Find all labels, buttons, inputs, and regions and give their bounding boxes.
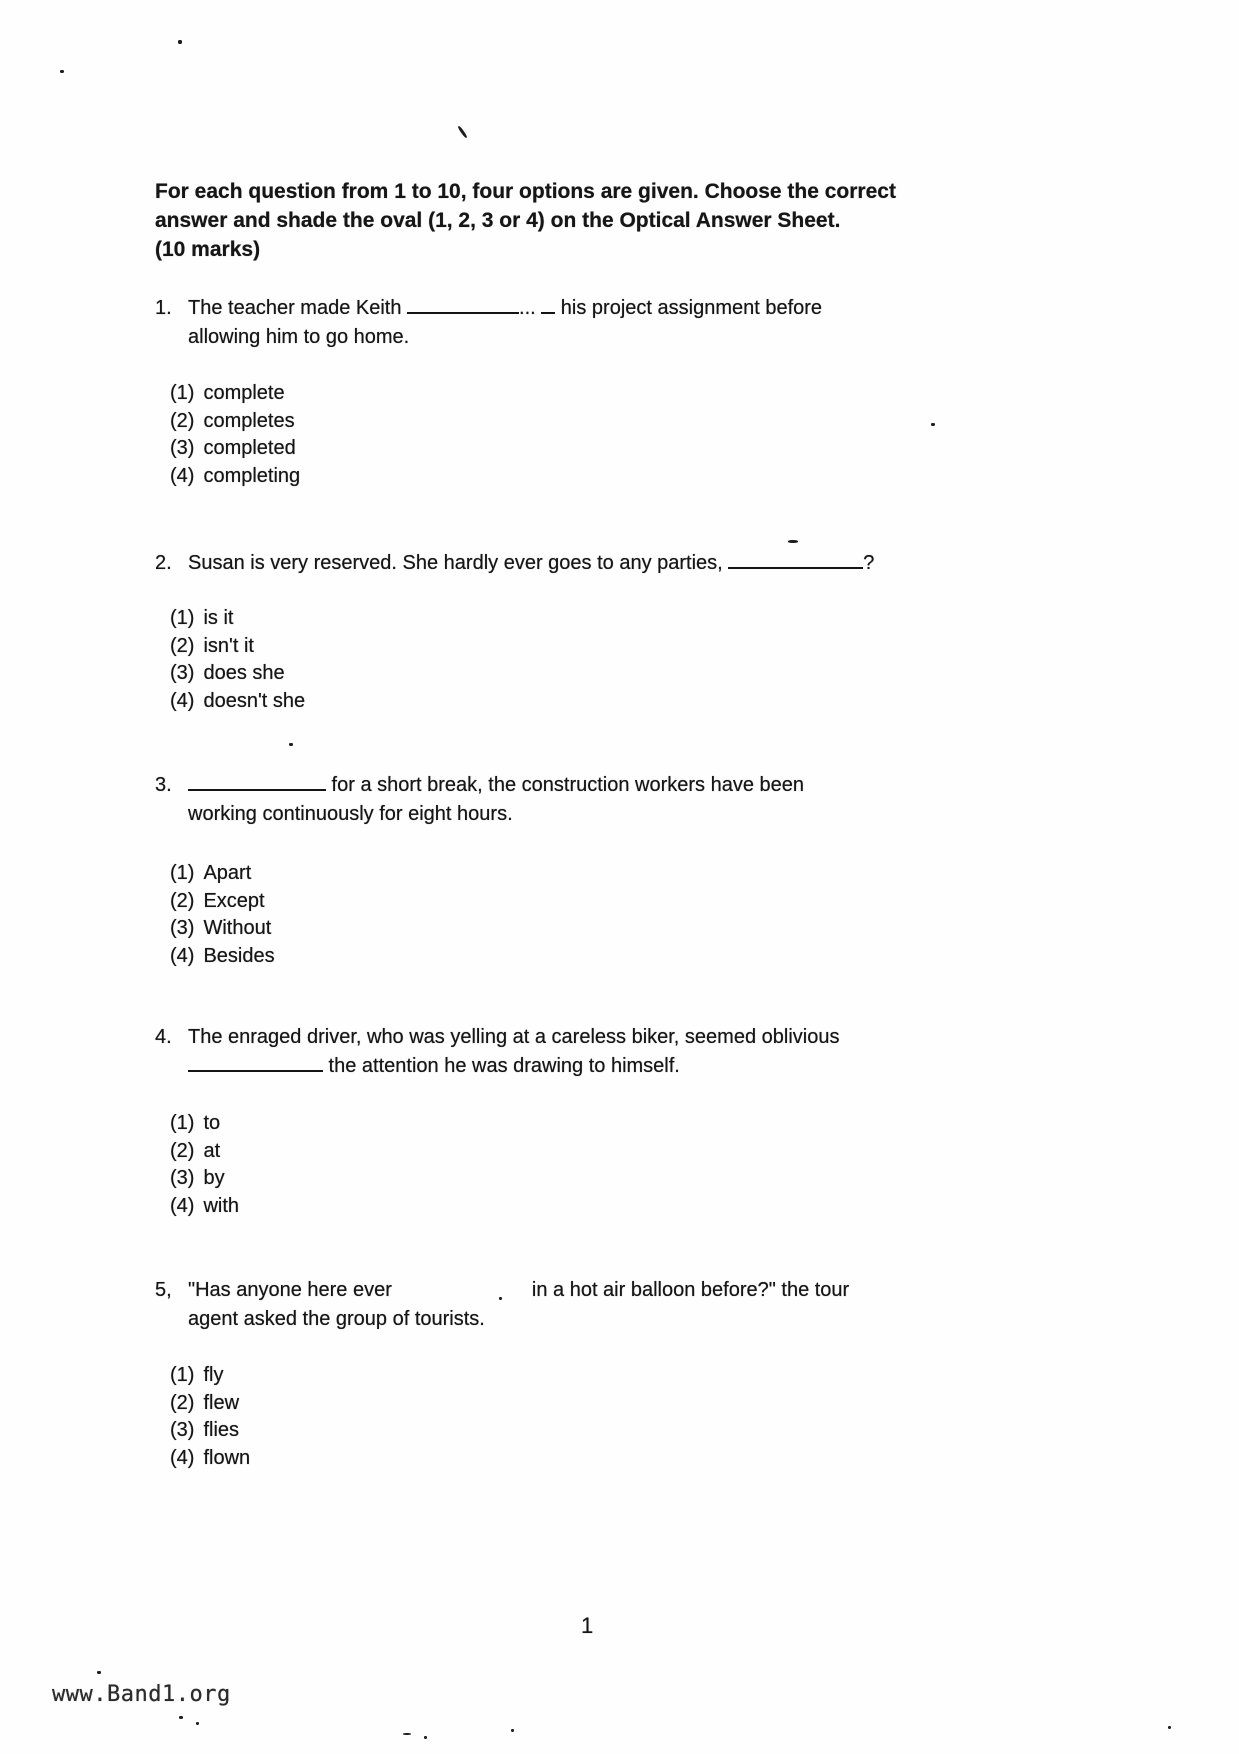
option-text: with: [203, 1194, 240, 1217]
scan-speck: [178, 40, 182, 44]
option-row: [170, 463, 300, 491]
stem-text: The enraged driver, who was yelling at a careless biker, seemed oblivious: [188, 1026, 840, 1048]
option-row: [170, 688, 305, 716]
answer-blank: [541, 296, 555, 314]
option-row: [170, 435, 300, 463]
option-label: (3): [170, 1419, 195, 1441]
option-label: (4): [170, 944, 195, 967]
option-text: doesn't she: [203, 689, 306, 712]
option-text: complete: [203, 382, 285, 404]
option-label: (4): [170, 1446, 195, 1469]
option-row: [170, 1110, 239, 1138]
option-row: [170, 660, 305, 688]
option-label: (1): [170, 862, 195, 884]
question-stem: [188, 294, 822, 352]
option-label: (4): [170, 1194, 195, 1217]
question-number: 2.: [155, 552, 172, 574]
scan-speck: [60, 70, 64, 73]
option-text: completing: [203, 464, 301, 487]
option-text: does she: [203, 662, 285, 684]
scan-speck: [457, 125, 467, 138]
option-text: Besides: [203, 944, 275, 967]
question-number: 5,: [155, 1279, 172, 1301]
stem-text: "Has anyone here ever: [188, 1279, 392, 1301]
option-row: [170, 1390, 250, 1418]
option-row: [170, 380, 300, 408]
question-number: 3.: [155, 774, 172, 796]
option-row: [170, 408, 300, 436]
option-label: (4): [170, 464, 195, 487]
instructions-block: [155, 177, 935, 264]
option-row: [170, 1138, 239, 1166]
answer-blank: [728, 551, 863, 569]
option-text: is it: [203, 607, 234, 629]
option-label: (1): [170, 382, 195, 404]
option-row: [170, 1165, 239, 1193]
option-text: at: [203, 1139, 221, 1162]
option-label: (3): [170, 437, 195, 459]
option-text: flies: [203, 1419, 240, 1441]
option-row: [170, 1445, 250, 1473]
scan-speck: [179, 1716, 183, 1719]
question-stem: [188, 771, 804, 829]
options-list: [170, 1362, 250, 1472]
instructions-line: For each question from 1 to 10, four options are given. Choose the correct: [155, 180, 896, 203]
option-label: (2): [170, 634, 195, 657]
option-text: fly: [203, 1364, 224, 1386]
scan-speck: [511, 1729, 514, 1732]
option-label: (3): [170, 662, 195, 684]
question-2: [155, 549, 874, 578]
watermark: www.Band1.org: [52, 1682, 231, 1707]
option-text: isn't it: [203, 634, 254, 657]
options-list: [170, 860, 275, 970]
option-text: Without: [203, 917, 272, 939]
option-text: completed: [203, 437, 296, 459]
question-stem: [188, 1023, 839, 1081]
stem-text: ?: [863, 552, 875, 574]
option-row: [170, 1362, 250, 1390]
scan-speck: [788, 540, 798, 543]
scan-speck: [1168, 1726, 1171, 1729]
scan-speck: [403, 1733, 411, 1735]
stem-text: Susan is very reserved. She hardly ever goes to any parties,: [188, 552, 729, 574]
option-label: (1): [170, 1112, 195, 1134]
option-label: (2): [170, 409, 195, 432]
question-3: [155, 771, 804, 829]
instructions-line: answer and shade the oval (1, 2, 3 or 4) on the Optical Answer Sheet.: [155, 209, 841, 232]
options-list: [170, 380, 300, 490]
stem-text: working continuously for eight hours.: [188, 803, 513, 825]
scan-speck: [196, 1722, 199, 1725]
stem-text: his project assignment before: [555, 297, 823, 319]
scan-speck: [424, 1736, 427, 1739]
stem-text: for a short break, the construction workers have been: [326, 774, 805, 796]
answer-blank: [188, 1054, 323, 1072]
stem-text: in a hot air balloon before?" the tour: [531, 1279, 850, 1301]
option-label: (3): [170, 1167, 195, 1189]
stem-text: agent asked the group of tourists.: [188, 1308, 485, 1330]
question-1: [155, 294, 822, 352]
option-row: [170, 888, 275, 916]
option-label: (3): [170, 917, 195, 939]
scan-speck: [289, 743, 293, 746]
question-stem: [188, 1276, 849, 1334]
question-5: [155, 1276, 849, 1334]
question-4: [155, 1023, 839, 1081]
option-row: [170, 633, 305, 661]
option-row: [170, 943, 275, 971]
answer-blank: [188, 773, 326, 791]
option-text: flown: [203, 1446, 251, 1469]
scan-speck: [499, 1297, 502, 1300]
option-text: flew: [203, 1391, 240, 1414]
question-stem: [188, 549, 874, 578]
option-label: (1): [170, 1364, 195, 1386]
options-list: [170, 605, 305, 715]
option-text: completes: [203, 409, 295, 432]
stem-text: The teacher made Keith: [188, 297, 408, 319]
stem-text: ...: [519, 297, 542, 319]
answer-blank: [407, 296, 519, 314]
option-label: (2): [170, 1139, 195, 1162]
scan-speck: [97, 1671, 101, 1674]
option-text: by: [203, 1167, 225, 1189]
option-label: (2): [170, 889, 195, 912]
option-text: Except: [203, 889, 265, 912]
stem-text: the attention he was drawing to himself.: [323, 1055, 680, 1077]
option-row: [170, 860, 275, 888]
question-number: 1.: [155, 297, 172, 319]
option-label: (4): [170, 689, 195, 712]
page-number: 1: [581, 1613, 594, 1638]
scan-speck: [931, 423, 935, 426]
options-list: [170, 1110, 239, 1220]
option-row: [170, 915, 275, 943]
option-text: to: [203, 1112, 221, 1134]
option-row: [170, 605, 305, 633]
option-row: [170, 1193, 239, 1221]
option-row: [170, 1417, 250, 1445]
option-text: Apart: [203, 862, 252, 884]
stem-text: allowing him to go home.: [188, 326, 410, 348]
instructions-line: (10 marks): [155, 238, 261, 261]
option-label: (1): [170, 607, 195, 629]
option-label: (2): [170, 1391, 195, 1414]
question-number: 4.: [155, 1026, 172, 1048]
answer-gap: [392, 1282, 532, 1296]
